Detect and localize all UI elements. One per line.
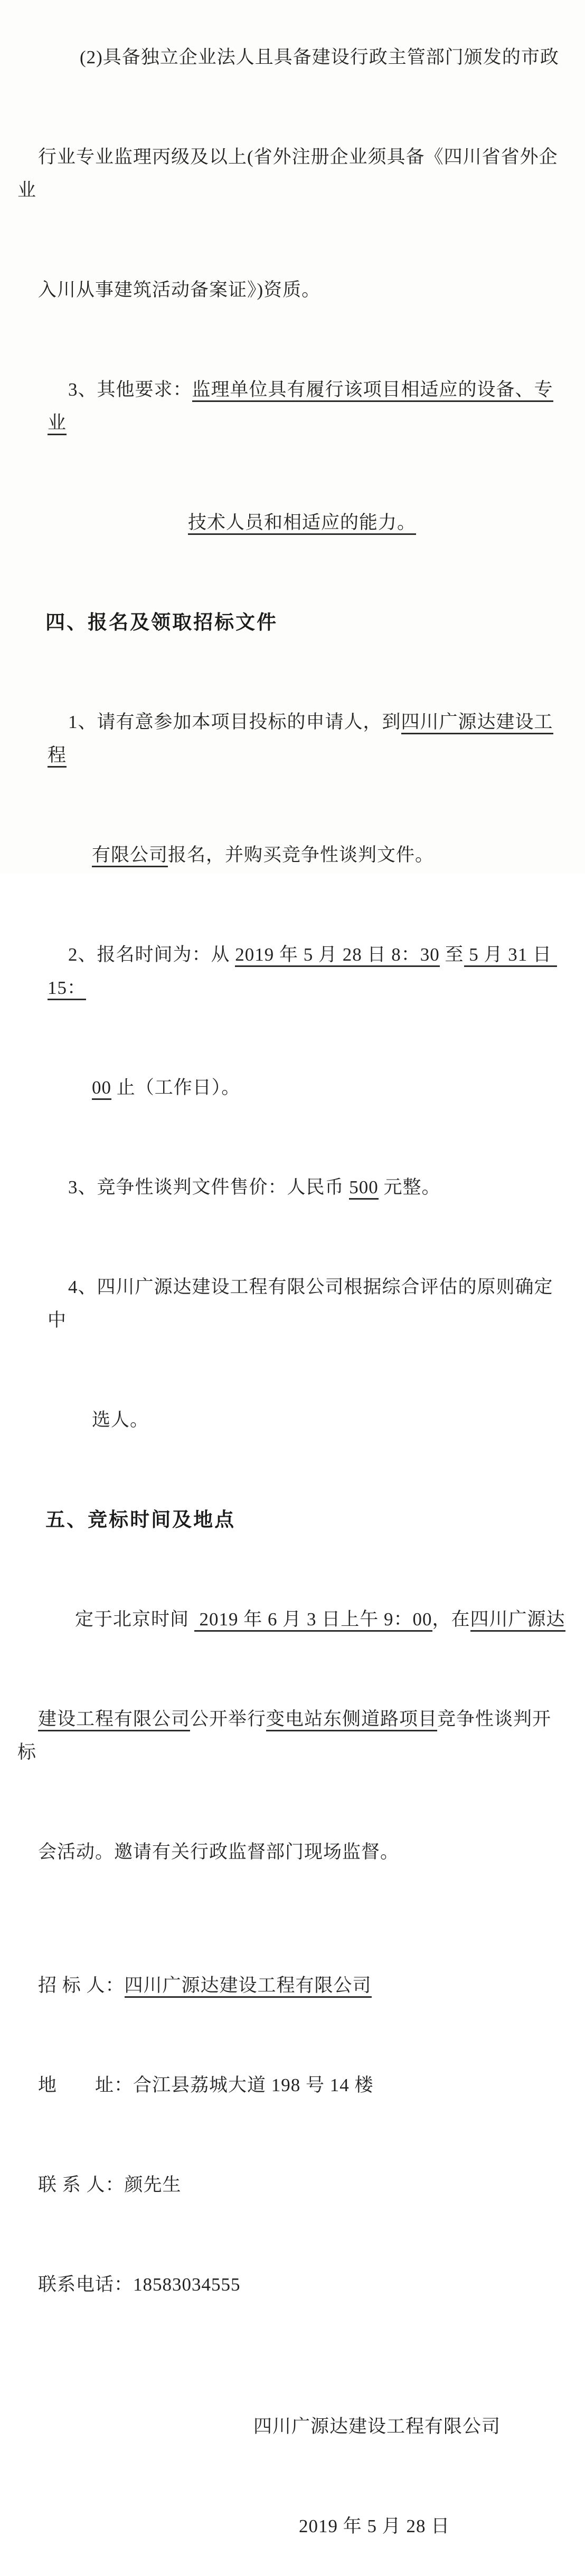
contact-phone-label: 联系电话： (38, 2274, 134, 2295)
contact-address-value: 合江县荔城大道 198 号 14 楼 (133, 2075, 374, 2095)
registration-item1-line2 (71, 805, 569, 905)
other-requirements-line2 (167, 473, 569, 572)
contact-person-line (17, 2135, 569, 2235)
section-heading-bid-time-text: 五、竞标时间及地点 (45, 1509, 236, 1530)
bid-time-line2 (17, 1669, 569, 1802)
bid-time-datetime: 2019 年 6 月 3 日上午 9：00 (194, 1609, 432, 1632)
bid-time-mid2: 公开举行 (190, 1709, 267, 1729)
contact-person-value: 颜先生 (124, 2175, 182, 2195)
registration-item1-line1 (48, 672, 569, 805)
registration-item2-pre: 2、报名时间为：从 (68, 944, 235, 965)
section-heading-bid-time (17, 1470, 569, 1569)
signature-date: 2019 年 5 月 28 日 (299, 2516, 450, 2536)
registration-item3-pre: 3、竞争性谈判文件售价：人民币 (68, 1177, 350, 1198)
bid-time-post: 竞争性谈判开标 (17, 1709, 552, 1763)
registration-item1-post: 报名，并购买竞争性谈判文件。 (168, 845, 435, 865)
qualification-clause2-line2 (17, 107, 569, 240)
bid-time-last-text: 会活动。邀请有关行政监督部门现场监督。 (38, 1842, 400, 1862)
other-requirements-underlined-part2: 技术人员和相适应的能力。 (188, 512, 416, 535)
contact-phone-value: 18583034555 (133, 2274, 241, 2295)
registration-item3-price: 500 (349, 1177, 379, 1200)
section-heading-registration (17, 572, 569, 672)
bid-time-company-part1: 四川广源达 (470, 1609, 565, 1632)
registration-item2-post: 止（工作日）。 (111, 1077, 241, 1098)
registration-item2-end-datetime-part1: 5 月 31 日 15： (48, 944, 557, 1000)
bid-time-project-name: 变电站东侧道路项目 (266, 1709, 437, 1731)
qualification-clause2-text3: 入川从事建筑活动备案证》)资质。 (38, 280, 321, 300)
contact-person-label: 联 系 人： (38, 2175, 125, 2195)
bid-time-mid1: ，在 (432, 1609, 470, 1630)
contact-address-label: 地 址： (38, 2075, 134, 2095)
registration-item4-text2: 选人。 (92, 1410, 149, 1430)
registration-item2-line2 (71, 1038, 569, 1137)
bid-time-company-part2: 建设工程有限公司 (38, 1709, 190, 1731)
signature-date-line (278, 2476, 569, 2576)
contact-tenderer-line (17, 1936, 569, 2035)
registration-item1-pre: 1、请有意参加本项目投标的申请人，到 (68, 712, 401, 732)
section-heading-registration-text: 四、报名及领取招标文件 (45, 611, 278, 633)
registration-item2-start-datetime: 2019 年 5 月 28 日 8：30 (235, 944, 440, 967)
qualification-clause2-text2: 行业专业监理丙级及以上(省外注册企业须具备《四川省省外企业 (17, 147, 558, 200)
registration-item1-company-part2: 有限公司 (92, 845, 168, 867)
contact-phone-line (17, 2235, 569, 2334)
registration-item4-text1: 4、四川广源达建设工程有限公司根据综合评估的原则确定中 (48, 1277, 553, 1330)
qualification-clause2-line3 (17, 240, 569, 340)
contact-tenderer-value: 四川广源达建设工程有限公司 (125, 1975, 372, 1998)
registration-item2-end-datetime-part2: 00 (92, 1077, 111, 1100)
contact-tenderer-label: 招 标 人： (38, 1975, 125, 1996)
registration-item2-mid: 至 (439, 944, 464, 965)
qualification-clause2-line1 (59, 7, 569, 107)
registration-item1-company-part1: 四川广源达建设工程 (48, 712, 553, 768)
registration-item3-post: 元整。 (378, 1177, 441, 1198)
signature-company-name: 四川广源达建设工程有限公司 (253, 2416, 501, 2437)
qualification-clause2-text1: (2)具备独立企业法人且具备建设行政主管部门颁发的市政 (80, 47, 559, 68)
registration-item2-line1 (48, 905, 569, 1038)
bid-time-line1 (54, 1569, 569, 1669)
bid-time-pre: 定于北京时间 (75, 1609, 194, 1630)
registration-item4-line2 (71, 1370, 569, 1470)
other-requirements-underlined-part1: 监理单位具有履行该项目相适应的设备、专业 (48, 379, 553, 435)
other-requirements-line1 (48, 340, 569, 473)
registration-item3-line (48, 1137, 569, 1237)
registration-item4-line1 (48, 1237, 569, 1370)
bid-time-line3 (17, 1802, 569, 1902)
other-requirements-label: 3、其他要求： (68, 379, 192, 400)
signature-company-line (233, 2377, 569, 2476)
contact-address-line (17, 2035, 569, 2135)
